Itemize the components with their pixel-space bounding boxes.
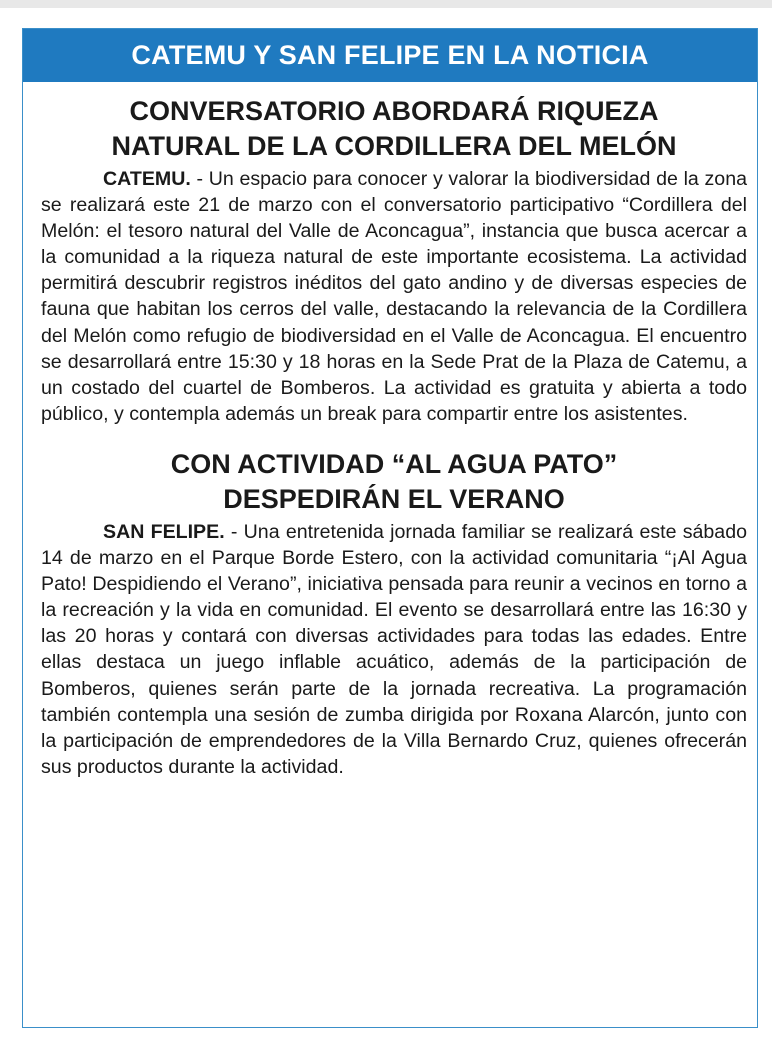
section-banner-title: CATEMU Y SAN FELIPE EN LA NOTICIA: [131, 40, 649, 70]
headline-line: CONVERSATORIO ABORDARÁ RIQUEZA: [129, 96, 659, 126]
article-al-agua-pato: [23, 447, 757, 780]
headline-line: CON ACTIVIDAD “AL AGUA PATO”: [170, 448, 618, 479]
top-strip: [0, 0, 772, 8]
article-headline: [41, 94, 747, 164]
headline-line: DESPEDIRÁN EL VERANO: [223, 483, 565, 514]
article-body: [41, 519, 747, 780]
article-dateline: SAN FELIPE.: [103, 520, 225, 543]
news-panel: [22, 28, 758, 1028]
article-body: [41, 166, 747, 427]
section-banner: [23, 29, 757, 82]
headline-line: NATURAL DE LA CORDILLERA DEL MELÓN: [111, 131, 677, 161]
article-text: - Un espacio para conocer y valorar la biodiversidad de la zona se realizará este 21 de marzo con el conversatorio participativo “Cordillera del Melón: el tesoro natural del Valle de Aconcagua”, instancia que busca acercar a la comunidad a la riqueza natural de este importante ecosistema. La actividad permitirá descubrir registros inéditos del gato andino y de diversas especies de fauna que habitan los cerros del valle, destacando la relevancia de la Cordillera del Melón como refugio de biodiversidad en el Valle de Aconcagua. El encuentro se desarrollará entre 15:30 y 18 horas en la Sede Prat de la Plaza de Catemu, a un costado del cuartel de Bomberos. La actividad es gratuita y abierta a todo público, y contempla además un break para compartir entre los asistentes.: [41, 168, 747, 425]
article-headline: [41, 447, 747, 517]
article-text: - Una entretenida jornada familiar se realizará este sábado 14 de marzo en el Parque Borde Estero, con la actividad comunitaria “¡Al Agua Pato! Despidiendo el Verano”, iniciativa pensada para reunir a vecinos en torno a la recreación y la vida en comunidad. El evento se desarrollará entre las 16:30 y las 20 horas y contará con diversas actividades para todas las edades. Entre ellas destaca un juego inflable acuático, además de la participación de Bomberos, quienes serán parte de la jornada recreativa. La programación también contempla una sesión de zumba dirigida por Roxana Alarcón, junto con la participación de emprendedores de la Villa Bernardo Cruz, quienes ofrecerán sus productos durante la actividad.: [41, 520, 747, 778]
article-conversatorio: [23, 94, 757, 427]
article-dateline: CATEMU.: [103, 168, 191, 190]
